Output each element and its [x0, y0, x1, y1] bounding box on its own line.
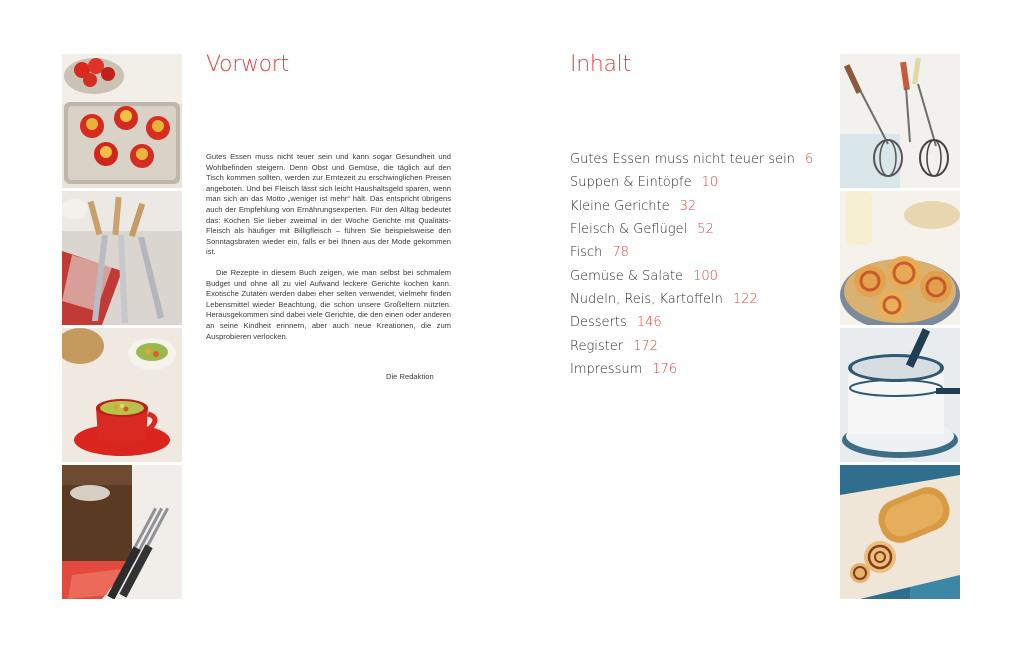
photo-knives: [62, 191, 182, 325]
contents-title: Inhalt: [570, 52, 631, 77]
toc-entry[interactable]: [570, 288, 830, 311]
photo-stuffed-tomatoes: [62, 54, 182, 188]
toc-entry-page: 146: [636, 315, 662, 331]
photo-soup-cups: [62, 328, 182, 462]
toc-entry[interactable]: [570, 218, 830, 241]
toc-entry-page: 78: [612, 245, 629, 261]
left-photo-strip: [62, 54, 182, 602]
toc-entry-label: Gemüse & Salate: [570, 268, 684, 284]
toc-entry-page: 176: [652, 361, 678, 377]
toc-entry-label: Nudeln, Reis, Kartoffeln: [570, 291, 723, 307]
toc-entry-page: 6: [804, 152, 814, 168]
foreword-paragraph-2: Die Rezepte in diesem Buch zeigen, wie man selbst bei schmalem Budget und ohne all zu viel Aufwand leckere Gerichte kochen kann. Exotische Zutaten werden dabei eher selten verwendet, vielmehr finden Lebensmittel wieder Beachtung, die schon unsere Großeltern nutzten. Herausgekommen sind dabei viele Gerichte, die den einen oder anderen an seine Kindheit erinnern, aber auch neue Kreationen, die zum Ausprobieren verlocken.: [206, 267, 451, 341]
toc-entry-label: Desserts: [570, 315, 627, 331]
foreword-title: Vorwort: [206, 52, 289, 77]
toc-entry-label: Fleisch & Geflügel: [570, 222, 688, 238]
toc-entry-page: 10: [701, 175, 719, 191]
toc-entry-page: 100: [693, 268, 718, 284]
toc-entry-label: Register: [570, 338, 624, 354]
toc-entry-label: Fisch: [570, 245, 603, 261]
toc-entry-page: 32: [679, 198, 697, 214]
photo-roulade: [840, 465, 960, 599]
toc-entry[interactable]: [570, 171, 830, 194]
toc-entry[interactable]: [570, 311, 830, 334]
toc-entry-label: Gutes Essen muss nicht teuer sein: [570, 152, 795, 168]
foreword-signature: Die Redaktion: [386, 372, 434, 381]
photo-cutlery: [62, 465, 182, 599]
toc-entry-page: 52: [697, 222, 714, 238]
toc-entry[interactable]: [570, 148, 830, 171]
foreword-body: [206, 152, 451, 342]
toc-entry-page: 172: [633, 338, 658, 354]
right-photo-strip: [840, 54, 960, 602]
photo-pastry-spirals: [840, 191, 960, 325]
photo-enamel-pots: [840, 328, 960, 462]
toc-entry-label: Suppen & Eintöpfe: [570, 175, 692, 191]
toc-entry-page: 122: [732, 291, 758, 307]
toc-entry[interactable]: [570, 334, 830, 357]
photo-whisks: [840, 54, 960, 188]
toc-entry-label: Kleine Gerichte: [570, 198, 670, 214]
toc-entry[interactable]: [570, 195, 830, 218]
toc-entry-label: Impressum: [570, 361, 643, 377]
table-of-contents: [570, 148, 830, 381]
toc-entry[interactable]: [570, 358, 830, 381]
toc-entry[interactable]: [570, 241, 830, 264]
foreword-paragraph-1: Gutes Essen muss nicht teuer sein und kann sogar Gesundheit und Wohlbefinden steigern. Denn Obst und Gemüse, die täglich auf den Tisch kommen sollten, werden zur Erntezeit zu erschwinglichen Preisen angeboten. Und bei Fleisch lässt sich leicht Haushaltsgeld sparen, wenn man sich an das Motto „weniger ist mehr“ hält. Das entspricht übrigens auch der Empfehlung von Ernährungsexperten. Für den Alltag bedeutet das: Kochen Sie lieber zweimal in der Woche Gerichte mit Qualitäts-Fleisch als häufiger mit Billigfleisch – führen Sie beispielsweise den Sonntagsbraten wieder ein, falls er bei Ihnen aus der Mode gekommen ist.: [206, 152, 451, 257]
toc-entry[interactable]: [570, 264, 830, 287]
